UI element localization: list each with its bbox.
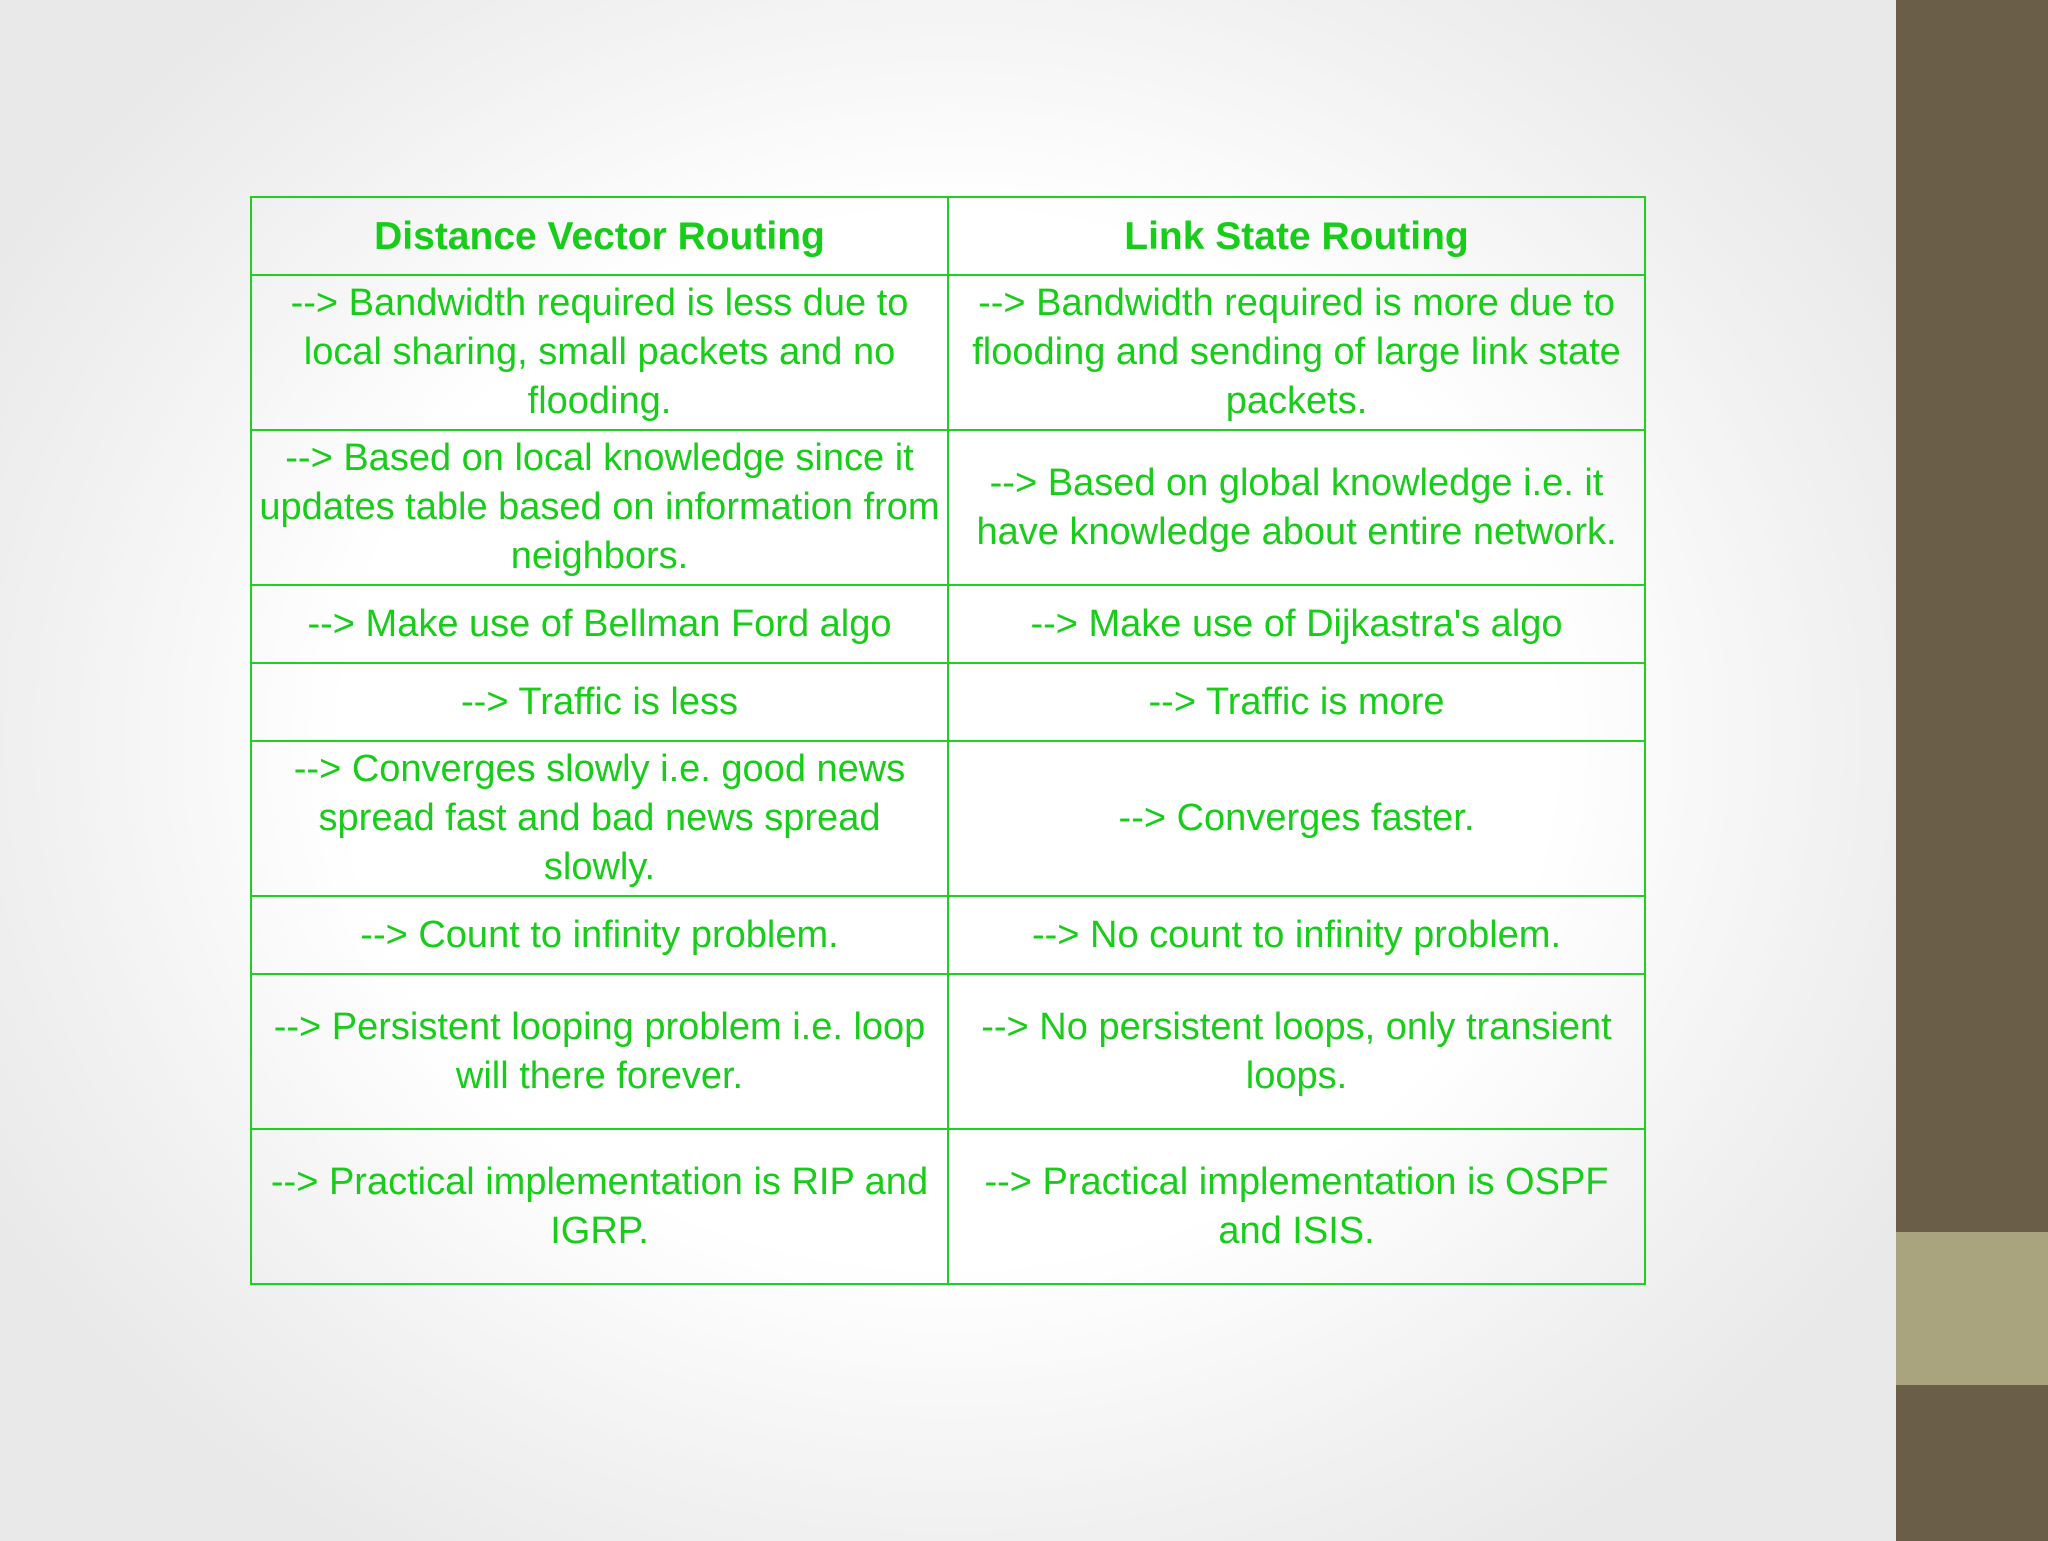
table-row-implementation	[251, 1129, 1645, 1284]
table-header-row	[251, 197, 1645, 275]
table-row-count-to-infinity	[251, 896, 1645, 974]
cell-ls-count-to-infinity: --> No count to infinity problem.	[948, 896, 1645, 974]
cell-dv-convergence: --> Converges slowly i.e. good news spread fast and bad news spread slowly.	[251, 741, 948, 896]
cell-ls-traffic: --> Traffic is more	[948, 663, 1645, 741]
table-row-convergence	[251, 741, 1645, 896]
header-link-state: Link State Routing	[948, 197, 1645, 275]
table-row-algorithm	[251, 585, 1645, 663]
cell-ls-convergence: --> Converges faster.	[948, 741, 1645, 896]
cell-dv-traffic: --> Traffic is less	[251, 663, 948, 741]
table-row-traffic	[251, 663, 1645, 741]
comparison-table	[250, 196, 1646, 1285]
cell-ls-bandwidth: --> Bandwidth required is more due to flooding and sending of large link state packets.	[948, 275, 1645, 430]
cell-dv-bandwidth: --> Bandwidth required is less due to local sharing, small packets and no flooding.	[251, 275, 948, 430]
cell-dv-looping: --> Persistent looping problem i.e. loop will there forever.	[251, 974, 948, 1129]
cell-ls-implementation: --> Practical implementation is OSPF and ISIS.	[948, 1129, 1645, 1284]
header-distance-vector: Distance Vector Routing	[251, 197, 948, 275]
cell-dv-implementation: --> Practical implementation is RIP and IGRP.	[251, 1129, 948, 1284]
table-row-looping	[251, 974, 1645, 1129]
cell-dv-algorithm: --> Make use of Bellman Ford algo	[251, 585, 948, 663]
table-row-bandwidth	[251, 275, 1645, 430]
cell-dv-knowledge: --> Based on local knowledge since it updates table based on information from neighbors.	[251, 430, 948, 585]
cell-ls-looping: --> No persistent loops, only transient loops.	[948, 974, 1645, 1129]
slide-sidebar-band	[1896, 1232, 2048, 1385]
cell-dv-count-to-infinity: --> Count to infinity problem.	[251, 896, 948, 974]
table-row-knowledge	[251, 430, 1645, 585]
cell-ls-knowledge: --> Based on global knowledge i.e. it have knowledge about entire network.	[948, 430, 1645, 585]
cell-ls-algorithm: --> Make use of Dijkastra's algo	[948, 585, 1645, 663]
